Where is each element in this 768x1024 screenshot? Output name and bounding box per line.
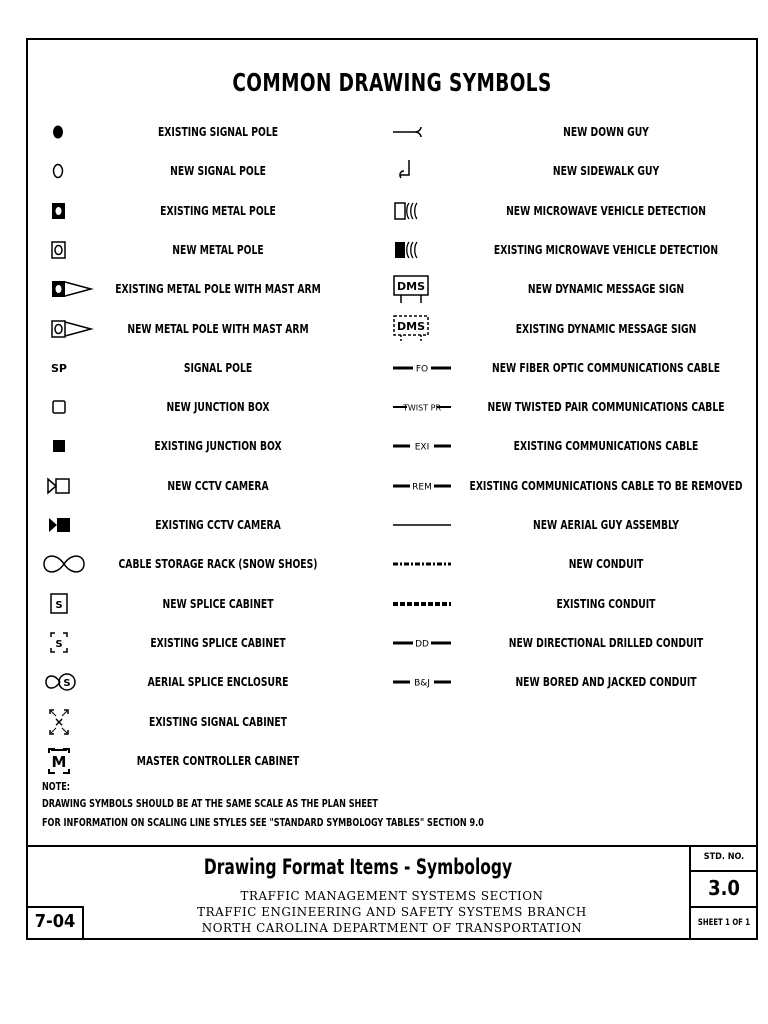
existing-microwave-detection-icon xyxy=(393,235,453,265)
symbol-label: EXISTING COMMUNICATIONS CABLE TO BE REMOVED xyxy=(469,477,743,493)
std-box-line-1 xyxy=(689,870,757,872)
std-number: 3.0 xyxy=(708,876,740,900)
symbol-row xyxy=(390,392,757,422)
symbol-label: EXISTING DYNAMIC MESSAGE SIGN xyxy=(515,320,697,336)
drawing-sheet xyxy=(26,38,758,940)
symbol-label: NEW CCTV CAMERA xyxy=(167,477,269,493)
title-block-heading: Drawing Format Items - Symbology xyxy=(203,855,513,879)
symbol-label: NEW DOWN GUY xyxy=(563,124,649,139)
symbol-row xyxy=(28,707,388,737)
symbol-label: EXISTING SPLICE CABINET xyxy=(150,634,286,650)
symbol-row xyxy=(28,589,388,619)
symbol-label: EXISTING MICROWAVE VEHICLE DETECTION xyxy=(493,241,719,257)
symbol-label: NEW SIGNAL POLE xyxy=(170,163,266,179)
existing-cctv-camera-icon xyxy=(34,510,94,540)
new-metal-pole-mast-arm-icon xyxy=(34,314,94,344)
svg-text:×: × xyxy=(53,714,65,729)
note-line-2: FOR INFORMATION ON SCALING LINE STYLES SEE "STANDARD SYMBOLOGY TABLES" SECTION 9.0 xyxy=(42,816,484,829)
symbol-row xyxy=(28,667,388,697)
symbol-label: EXISTING CONDUIT xyxy=(556,595,656,611)
symbol-label: EXISTING SIGNAL CABINET xyxy=(149,713,287,729)
directional-drilled-line-icon xyxy=(393,628,453,658)
symbol-row xyxy=(390,549,757,579)
svg-text:FO: FO xyxy=(415,364,429,375)
symbol-row xyxy=(390,431,757,461)
symbol-row xyxy=(28,510,388,540)
new-splice-cabinet-icon xyxy=(34,589,94,619)
title-block-line-1: TRAFFIC MANAGEMENT SYSTEMS SECTION xyxy=(240,888,544,903)
new-microwave-detection-icon xyxy=(393,196,453,226)
twisted-pair-line-icon xyxy=(393,392,453,422)
new-signal-pole-icon xyxy=(34,156,94,186)
existing-signal-pole-icon xyxy=(34,117,94,147)
existing-metal-pole-icon xyxy=(34,196,94,226)
symbol-label: EXISTING JUNCTION BOX xyxy=(154,438,282,454)
new-metal-pole-icon xyxy=(34,235,94,265)
symbol-row xyxy=(390,235,757,265)
date-box-top xyxy=(28,906,83,908)
symbol-row xyxy=(390,117,757,147)
svg-text:SP: SP xyxy=(51,361,67,375)
symbol-row xyxy=(390,628,757,658)
symbol-row xyxy=(28,746,388,776)
svg-text:DD: DD xyxy=(415,639,429,650)
date-box-right xyxy=(82,906,84,940)
svg-text:TWIST PR: TWIST PR xyxy=(402,403,442,413)
existing-splice-cabinet-icon xyxy=(34,628,94,658)
symbol-label: NEW MICROWAVE VEHICLE DETECTION xyxy=(506,202,706,218)
aerial-guy-line-icon xyxy=(393,510,453,540)
svg-text:M: M xyxy=(51,752,67,771)
svg-text:REM: REM xyxy=(412,482,432,493)
symbol-label: EXISTING METAL POLE WITH MAST ARM xyxy=(115,281,321,297)
symbol-row xyxy=(28,314,388,344)
master-controller-cabinet-icon xyxy=(34,746,94,776)
note-line-1: DRAWING SYMBOLS SHOULD BE AT THE SAME SCALE AS THE PLAN SHEET xyxy=(42,797,378,810)
symbol-row xyxy=(28,274,388,304)
symbol-row xyxy=(390,314,757,344)
svg-text:S: S xyxy=(63,678,71,690)
existing-cable-line-icon xyxy=(393,431,453,461)
symbol-label: NEW METAL POLE WITH MAST ARM xyxy=(127,320,309,336)
std-no-label: STD. NO. xyxy=(703,852,745,862)
symbol-label: EXISTING METAL POLE xyxy=(160,202,276,218)
symbol-label: NEW BORED AND JACKED CONDUIT xyxy=(515,674,697,690)
symbol-label: NEW SIDEWALK GUY xyxy=(552,163,660,179)
symbol-row xyxy=(28,235,388,265)
symbol-row xyxy=(28,628,388,658)
new-dms-icon xyxy=(393,274,453,304)
std-box-divider xyxy=(689,845,691,940)
symbol-row xyxy=(28,392,388,422)
svg-text:DMS: DMS xyxy=(397,280,425,294)
symbol-label: EXISTING SIGNAL POLE xyxy=(157,124,279,139)
signal-pole-sp-icon xyxy=(34,353,94,383)
symbol-label: EXISTING CCTV CAMERA xyxy=(155,517,281,532)
symbol-row xyxy=(390,156,757,186)
symbol-label: NEW DYNAMIC MESSAGE SIGN xyxy=(527,281,685,297)
svg-text:S: S xyxy=(55,638,63,650)
symbol-label: SIGNAL POLE xyxy=(183,359,253,375)
symbol-row xyxy=(28,431,388,461)
bored-jacked-line-icon xyxy=(393,667,453,697)
symbol-label: NEW CONDUIT xyxy=(568,556,644,572)
symbol-row xyxy=(390,667,757,697)
symbol-label: NEW FIBER OPTIC COMMUNICATIONS CABLE xyxy=(492,359,720,375)
svg-text:S: S xyxy=(55,599,63,611)
existing-metal-pole-mast-arm-icon xyxy=(34,274,94,304)
new-down-guy-icon xyxy=(393,117,453,147)
symbol-row xyxy=(390,589,757,619)
new-cctv-camera-icon xyxy=(34,471,94,501)
new-junction-box-icon xyxy=(34,392,94,422)
svg-text:EXI: EXI xyxy=(414,442,430,453)
symbol-label: CABLE STORAGE RACK (SNOW SHOES) xyxy=(118,556,318,572)
symbol-label: MASTER CONTROLLER CABINET xyxy=(136,752,300,768)
new-sidewalk-guy-icon xyxy=(393,156,453,186)
revision-date: 7-04 xyxy=(34,911,76,932)
symbol-row xyxy=(28,353,388,383)
symbol-row xyxy=(390,274,757,304)
symbol-label: NEW DIRECTIONAL DRILLED CONDUIT xyxy=(508,634,704,650)
title-block-divider xyxy=(28,845,757,847)
sheet-number: SHEET 1 OF 1 xyxy=(697,918,751,928)
symbol-row xyxy=(28,471,388,501)
title-block-line-2: TRAFFIC ENGINEERING AND SAFETY SYSTEMS BRANCH xyxy=(197,904,587,919)
fiber-optic-line-icon xyxy=(393,353,453,383)
new-conduit-line-icon xyxy=(393,549,453,579)
existing-dms-icon xyxy=(393,314,453,344)
page-title: COMMON DRAWING SYMBOLS xyxy=(232,68,552,97)
symbol-row xyxy=(28,549,388,579)
aerial-splice-enclosure-icon xyxy=(34,667,94,697)
symbol-label: NEW METAL POLE xyxy=(172,241,264,257)
cable-storage-rack-icon xyxy=(34,549,94,579)
svg-text:B&J: B&J xyxy=(414,678,430,689)
existing-signal-cabinet-icon xyxy=(34,707,94,737)
symbol-row xyxy=(28,117,388,147)
std-box-line-2 xyxy=(689,906,757,908)
symbol-row xyxy=(390,196,757,226)
symbol-label: NEW TWISTED PAIR COMMUNICATIONS CABLE xyxy=(487,399,725,415)
existing-junction-box-icon xyxy=(34,431,94,461)
note-heading: NOTE: xyxy=(42,780,71,793)
symbol-label: NEW JUNCTION BOX xyxy=(166,399,270,415)
existing-conduit-line-icon xyxy=(393,589,453,619)
removed-cable-line-icon xyxy=(393,471,453,501)
title-block-line-3: NORTH CAROLINA DEPARTMENT OF TRANSPORTATION xyxy=(201,920,583,935)
symbol-row xyxy=(28,196,388,226)
symbol-row xyxy=(390,353,757,383)
symbol-label: AERIAL SPLICE ENCLOSURE xyxy=(147,674,289,690)
symbol-label: NEW AERIAL GUY ASSEMBLY xyxy=(533,517,679,532)
symbol-row xyxy=(390,510,757,540)
svg-text:DMS: DMS xyxy=(397,319,425,333)
symbol-row xyxy=(390,471,757,501)
symbol-row xyxy=(28,156,388,186)
symbol-label: NEW SPLICE CABINET xyxy=(162,595,274,611)
symbol-label: EXISTING COMMUNICATIONS CABLE xyxy=(513,438,699,454)
